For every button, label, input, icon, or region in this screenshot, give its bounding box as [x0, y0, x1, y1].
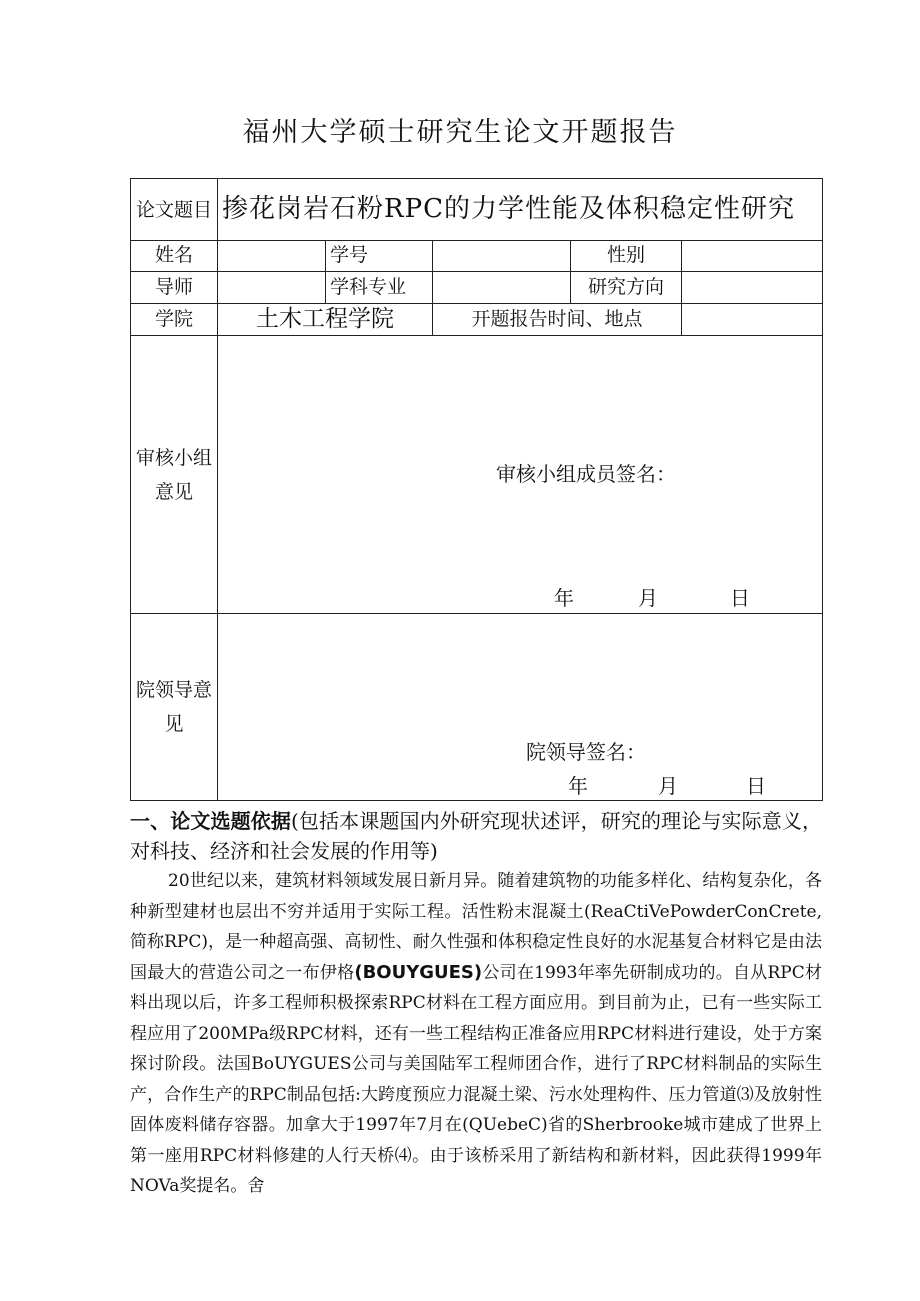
topic-value: 掺花岗岩石粉RPC的力学性能及体积稳定性研究 [218, 179, 823, 241]
college-label: 学院 [131, 304, 218, 336]
name-label: 姓名 [131, 241, 218, 272]
review-label: 审核小组意见 [131, 336, 218, 614]
leader-label: 院领导意见 [131, 614, 218, 801]
proposal-form-table [130, 178, 823, 801]
review-day-label: 日 [730, 586, 750, 610]
review-opinion-area[interactable] [218, 336, 823, 614]
advisor-label: 导师 [131, 272, 218, 304]
brand-name: (BOUYGUES) [354, 961, 483, 983]
gender-field[interactable] [682, 241, 823, 272]
direction-label: 研究方向 [571, 272, 682, 304]
major-label: 学科专业 [326, 272, 433, 304]
paragraph-part-b: 公司在1993年率先研制成功的。自从RPC材料出现以后，许多工程师积极探索RPC材料在工程方面应用。到目前为止，已有一些实际工程应用了200MPa级RPC材料，还有一些工程结构正准备应用RPC材料进行建设，处于方案探讨阶段。法国BoUYGUES公司与美国陆军工程师团合作，进行了RPC材料制品的实际生产，合作生产的RPC制品包括:大跨度预应力混凝土梁、污水处理构件、压力管道⑶及放射性固体废料储存容器。加拿大于1997年7月在(QUebeC)省的Sherbrooke城市建成了世界上第一座用RPC材料修建的人行天桥⑷。由于该桥采用了新结构和新材料，因此获得1999年NOVa奖提名。舍 [130, 962, 822, 1196]
major-field[interactable] [433, 272, 571, 304]
time-place-label: 开题报告时间、地点 [433, 304, 682, 336]
student-id-label: 学号 [326, 241, 433, 272]
college-row [131, 304, 823, 336]
advisor-row [131, 272, 823, 304]
time-place-field[interactable] [682, 304, 823, 336]
leader-month-label: 月 [658, 774, 678, 798]
leader-row [131, 614, 823, 801]
section-heading-bold: 一、论文选题依据 [130, 809, 291, 833]
leader-year-label: 年 [568, 774, 588, 798]
leader-opinion-area[interactable] [218, 614, 823, 801]
name-row [131, 241, 823, 272]
advisor-field[interactable] [218, 272, 326, 304]
review-signature-label: 审核小组成员签名： [496, 462, 676, 486]
section-heading [130, 806, 822, 866]
section-paragraph [130, 866, 822, 1202]
student-id-field[interactable] [433, 241, 571, 272]
leader-signature-label: 院领导签名： [526, 740, 646, 764]
report-title: 福州大学硕士研究生论文开题报告 [242, 117, 678, 148]
topic-row [131, 179, 823, 241]
review-year-label: 年 [554, 586, 574, 610]
leader-day-label: 日 [746, 774, 766, 798]
college-value: 土木工程学院 [218, 304, 433, 336]
gender-label: 性别 [571, 241, 682, 272]
review-month-label: 月 [638, 586, 658, 610]
section-heading-note: (包括本课题国内外研究现状述评，研究的理论与实际意义，对科技、经济和社会发展的作用等) [130, 809, 823, 863]
review-row [131, 336, 823, 614]
section-body [130, 806, 822, 1202]
name-field[interactable] [218, 241, 326, 272]
direction-field[interactable] [682, 272, 823, 304]
paragraph-part-a: 20世纪以来，建筑材料领域发展日新月异。随着建筑物的功能多样化、结构复杂化，各种新型建材也层出不穷并适用于实际工程。活性粉末混凝土(ReaCtiVePowderConCrete,简称RPC)，是一种超高强、高韧性、耐久性强和体积稳定性良好的水泥基复合材料它是由法国最大的营造公司之一布伊格 [130, 871, 822, 983]
topic-label: 论文题目 [131, 179, 218, 241]
